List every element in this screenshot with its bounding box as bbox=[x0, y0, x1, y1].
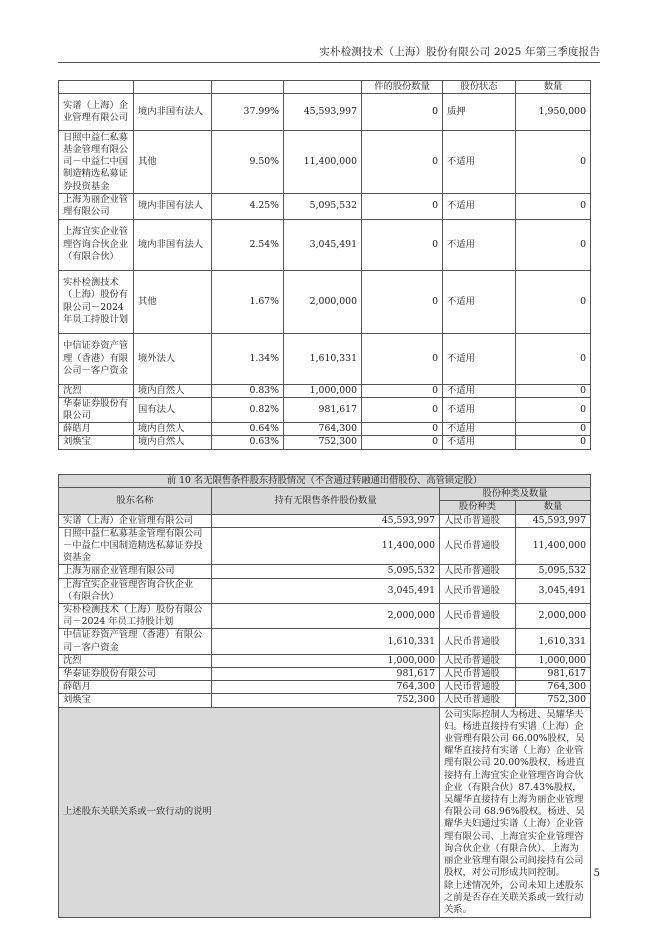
relation-explanation bbox=[440, 707, 591, 917]
share-status: 不适用 bbox=[443, 194, 516, 219]
share-class: 人民币普通股 bbox=[440, 578, 516, 603]
restricted-shares: 0 bbox=[362, 131, 443, 194]
shares-held: 981,617 bbox=[284, 397, 362, 422]
column-header-holder: 股东名称 bbox=[59, 488, 212, 514]
top-shareholders-table bbox=[58, 80, 591, 450]
unrestricted-shares: 752,300 bbox=[212, 694, 440, 707]
shares-held: 45,593,997 bbox=[284, 94, 362, 131]
restricted-shares: 0 bbox=[362, 423, 443, 436]
shareholder-name: 日照中益仁私募基金管理有限公司－中益仁中国制造精选私募证券投资基金 bbox=[59, 131, 134, 194]
shareholder-name: 薛皓月 bbox=[59, 423, 134, 436]
shareholder-name: 日照中益仁私募基金管理有限公司－中益仁中国制造精选私募证券投资基金 bbox=[59, 527, 212, 565]
share-status: 不适用 bbox=[443, 333, 516, 384]
share-quantity: 5,095,532 bbox=[516, 565, 591, 578]
unrestricted-shares: 45,593,997 bbox=[212, 514, 440, 527]
shareholder-type: 其他 bbox=[134, 270, 212, 333]
unrestricted-shares: 5,095,532 bbox=[212, 565, 440, 578]
restricted-shares: 0 bbox=[362, 384, 443, 397]
relation-row bbox=[59, 707, 591, 917]
shareholder-name: 实谱（上海）企业管理有限公司 bbox=[59, 514, 212, 527]
holding-percentage: 37.99% bbox=[212, 94, 284, 131]
share-quantity: 1,000,000 bbox=[516, 654, 591, 667]
pledged-quantity: 0 bbox=[516, 384, 591, 397]
table-row bbox=[59, 604, 591, 629]
table-row bbox=[59, 131, 591, 194]
share-status: 不适用 bbox=[443, 219, 516, 270]
column-header-share-class: 股份种类 bbox=[440, 501, 516, 514]
holding-percentage: 0.64% bbox=[212, 423, 284, 436]
shareholder-type: 境外法人 bbox=[134, 333, 212, 384]
unrestricted-shares: 981,617 bbox=[212, 668, 440, 681]
relation-paragraph: 公司实际控制人为杨进、吴耀华夫妇。杨进直接持有实谱（上海）企业管理有限公司 66.00%股权，吴耀华直接持有实谱（上海）企业管理有限公司 20.00%股权，杨进直接持有上海宜实企业管理咨询合伙企业（有限合伙）87.43%股权，吴耀华直接持有上海为丽企业管理有限公司 68.96%股权。杨进、吴耀华夫妇通过实谱（上海）企业管理有限公司、上海宜实企业管理咨询合伙企业（有限合伙）、上海为丽企业管理有限公司间接持有公司股权，对公司形成共同控制。 bbox=[444, 708, 585, 879]
holding-percentage: 1.34% bbox=[212, 333, 284, 384]
share-quantity: 752,300 bbox=[516, 694, 591, 707]
shares-held: 764,300 bbox=[284, 423, 362, 436]
holding-percentage: 0.82% bbox=[212, 397, 284, 422]
holding-percentage: 1.67% bbox=[212, 270, 284, 333]
shareholder-name: 刘焕宝 bbox=[59, 694, 212, 707]
share-class: 人民币普通股 bbox=[440, 629, 516, 654]
shareholder-name: 薛皓月 bbox=[59, 681, 212, 694]
share-status: 不适用 bbox=[443, 436, 516, 449]
share-quantity: 1,610,331 bbox=[516, 629, 591, 654]
share-quantity: 11,400,000 bbox=[516, 527, 591, 565]
pledged-quantity: 0 bbox=[516, 436, 591, 449]
shares-held: 1,610,331 bbox=[284, 333, 362, 384]
table-row bbox=[59, 578, 591, 603]
shareholder-name: 沈烈 bbox=[59, 384, 134, 397]
pledged-quantity: 0 bbox=[516, 194, 591, 219]
table-row bbox=[59, 514, 591, 527]
column-header-pledge-shares: 件的股份数量 bbox=[362, 81, 443, 94]
shareholder-name: 华泰证券股份有限公司 bbox=[59, 668, 212, 681]
table-row bbox=[59, 527, 591, 565]
table-row bbox=[59, 629, 591, 654]
shareholder-name: 上海为丽企业管理有限公司 bbox=[59, 565, 212, 578]
share-quantity: 981,617 bbox=[516, 668, 591, 681]
shareholder-type: 境内自然人 bbox=[134, 436, 212, 449]
pledged-quantity: 0 bbox=[516, 333, 591, 384]
unrestricted-shares: 11,400,000 bbox=[212, 527, 440, 565]
share-class: 人民币普通股 bbox=[440, 654, 516, 667]
table-row bbox=[59, 94, 591, 131]
column-header-status: 股份状态 bbox=[443, 81, 516, 94]
share-class: 人民币普通股 bbox=[440, 514, 516, 527]
restricted-shares: 0 bbox=[362, 219, 443, 270]
shares-held: 5,095,532 bbox=[284, 194, 362, 219]
shareholder-type: 境内非国有法人 bbox=[134, 219, 212, 270]
shares-held: 1,000,000 bbox=[284, 384, 362, 397]
share-class: 人民币普通股 bbox=[440, 565, 516, 578]
share-class: 人民币普通股 bbox=[440, 604, 516, 629]
table-row bbox=[59, 694, 591, 707]
table-header-row bbox=[59, 81, 591, 94]
column-header-quantity: 数量 bbox=[516, 81, 591, 94]
unrestricted-shares: 1,000,000 bbox=[212, 654, 440, 667]
table-row bbox=[59, 654, 591, 667]
pledged-quantity: 0 bbox=[516, 397, 591, 422]
relation-label: 上述股东关联关系或一致行动的说明 bbox=[59, 707, 440, 917]
table-row bbox=[59, 397, 591, 422]
unrestricted-shares: 2,000,000 bbox=[212, 604, 440, 629]
relation-paragraph: 除上述情况外，公司未知上述股东之前是否存在关联关系或一致行动关系。 bbox=[444, 879, 584, 915]
table-row bbox=[59, 681, 591, 694]
column-header-quantity: 数量 bbox=[516, 501, 591, 514]
share-status: 不适用 bbox=[443, 131, 516, 194]
restricted-shares: 0 bbox=[362, 270, 443, 333]
table-header-row bbox=[59, 488, 591, 501]
pledged-quantity: 0 bbox=[516, 131, 591, 194]
shareholder-name: 中信证券资产管理（香港）有限公司－客户资金 bbox=[59, 629, 212, 654]
shares-held: 2,000,000 bbox=[284, 270, 362, 333]
table-title: 前 10 名无限售条件股东持股情况（不含通过转融通出借股份、高管锁定股） bbox=[59, 475, 591, 488]
share-class: 人民币普通股 bbox=[440, 681, 516, 694]
share-status: 不适用 bbox=[443, 397, 516, 422]
unrestricted-shares: 1,610,331 bbox=[212, 629, 440, 654]
restricted-shares: 0 bbox=[362, 194, 443, 219]
table-row bbox=[59, 423, 591, 436]
table-row bbox=[59, 333, 591, 384]
shareholder-name: 实朴检测技术（上海）股份有限公司－2024 年员工持股计划 bbox=[59, 270, 134, 333]
table-row bbox=[59, 565, 591, 578]
table-row bbox=[59, 219, 591, 270]
unrestricted-shares: 3,045,491 bbox=[212, 578, 440, 603]
shareholder-name: 中信证券资产管理（香港）有限公司－客户资金 bbox=[59, 333, 134, 384]
share-status: 不适用 bbox=[443, 270, 516, 333]
holding-percentage: 0.83% bbox=[212, 384, 284, 397]
shareholder-name: 实朴检测技术（上海）股份有限公司－2024 年员工持股计划 bbox=[59, 604, 212, 629]
shareholder-type: 境内非国有法人 bbox=[134, 194, 212, 219]
share-status: 不适用 bbox=[443, 384, 516, 397]
shares-held: 752,300 bbox=[284, 436, 362, 449]
shareholder-name: 华泰证券股份有限公司 bbox=[59, 397, 134, 422]
shareholder-type: 境内自然人 bbox=[134, 423, 212, 436]
share-class: 人民币普通股 bbox=[440, 527, 516, 565]
share-quantity: 764,300 bbox=[516, 681, 591, 694]
pledged-quantity: 0 bbox=[516, 270, 591, 333]
table-row bbox=[59, 384, 591, 397]
share-class: 人民币普通股 bbox=[440, 668, 516, 681]
table-row bbox=[59, 270, 591, 333]
table-title-row bbox=[59, 475, 591, 488]
restricted-shares: 0 bbox=[362, 436, 443, 449]
share-status: 质押 bbox=[443, 94, 516, 131]
unrestricted-shareholders-table bbox=[58, 474, 591, 918]
restricted-shares: 0 bbox=[362, 397, 443, 422]
pledged-quantity: 1,950,000 bbox=[516, 94, 591, 131]
column-header-unrestricted-shares: 持有无限售条件股份数量 bbox=[212, 488, 440, 514]
share-status: 不适用 bbox=[443, 423, 516, 436]
table-row bbox=[59, 436, 591, 449]
page-header: 实朴检测技术（上海）股份有限公司 2025 年第三季度报告 bbox=[319, 46, 600, 58]
page-number: 5 bbox=[593, 868, 600, 879]
share-class: 人民币普通股 bbox=[440, 694, 516, 707]
unrestricted-shares: 764,300 bbox=[212, 681, 440, 694]
shareholder-type: 其他 bbox=[134, 131, 212, 194]
column-header-share-class-group: 股份种类及数量 bbox=[440, 488, 591, 501]
shareholder-type: 境内非国有法人 bbox=[134, 94, 212, 131]
shareholder-name: 沈烈 bbox=[59, 654, 212, 667]
shareholder-name: 实谱（上海）企业管理有限公司 bbox=[59, 94, 134, 131]
shareholder-name: 上海宜实企业管理咨询合伙企业（有限合伙） bbox=[59, 219, 134, 270]
holding-percentage: 0.63% bbox=[212, 436, 284, 449]
table-row bbox=[59, 668, 591, 681]
shares-held: 3,045,491 bbox=[284, 219, 362, 270]
shareholder-name: 上海宜实企业管理咨询合伙企业（有限合伙） bbox=[59, 578, 212, 603]
restricted-shares: 0 bbox=[362, 94, 443, 131]
holding-percentage: 2.54% bbox=[212, 219, 284, 270]
shareholder-name: 刘焕宝 bbox=[59, 436, 134, 449]
share-quantity: 2,000,000 bbox=[516, 604, 591, 629]
share-quantity: 45,593,997 bbox=[516, 514, 591, 527]
holding-percentage: 9.50% bbox=[212, 131, 284, 194]
shares-held: 11,400,000 bbox=[284, 131, 362, 194]
shareholder-name: 上海为丽企业管理有限公司 bbox=[59, 194, 134, 219]
holding-percentage: 4.25% bbox=[212, 194, 284, 219]
share-quantity: 3,045,491 bbox=[516, 578, 591, 603]
restricted-shares: 0 bbox=[362, 333, 443, 384]
pledged-quantity: 0 bbox=[516, 219, 591, 270]
pledged-quantity: 0 bbox=[516, 423, 591, 436]
shareholder-type: 国有法人 bbox=[134, 397, 212, 422]
header-rule bbox=[58, 62, 600, 63]
table-row bbox=[59, 194, 591, 219]
shareholder-type: 境内自然人 bbox=[134, 384, 212, 397]
